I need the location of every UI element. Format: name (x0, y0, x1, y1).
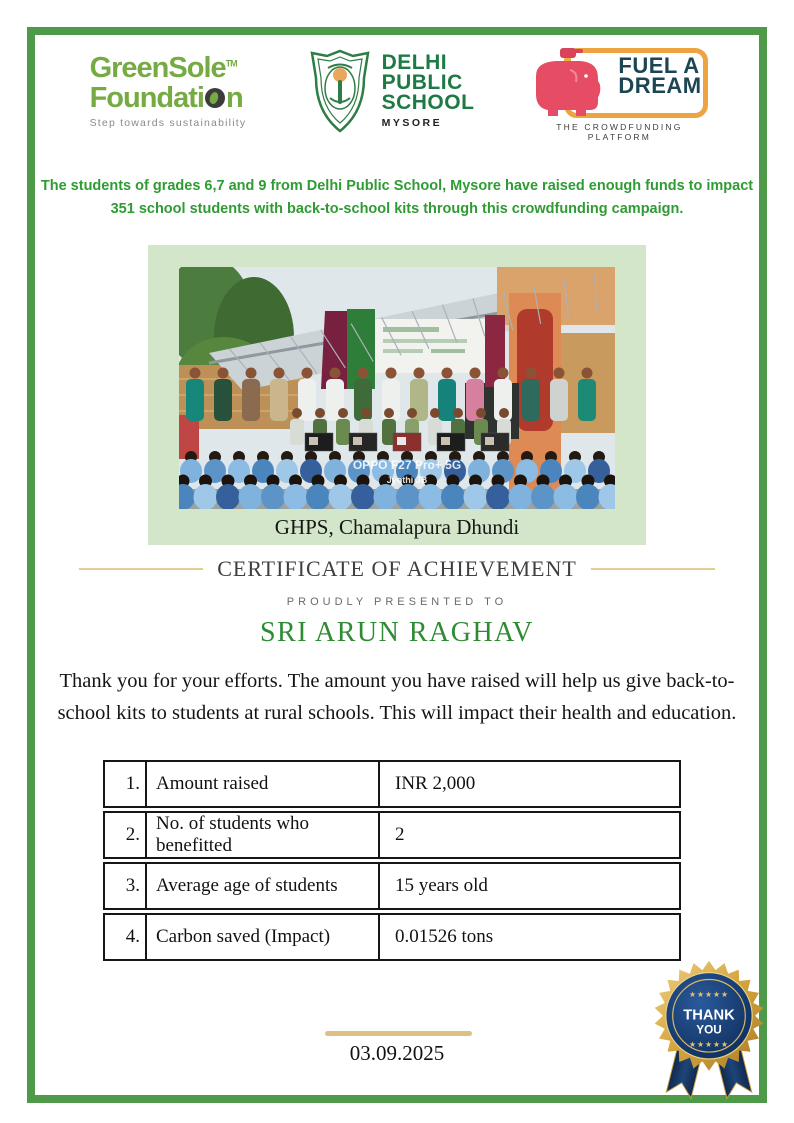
row-number: 1. (105, 762, 147, 806)
fueladream-line2: DREAM (618, 73, 702, 99)
row-value: 0.01526 tons (395, 926, 494, 947)
photo-caption: GHPS, Chamalapura Dhundi (274, 515, 520, 539)
elephant-icon (522, 46, 614, 120)
table-row (103, 811, 681, 859)
dps-text (382, 53, 475, 113)
thank-you-badge (645, 954, 773, 1106)
badge-stars-bottom: ★★★★★ (689, 1040, 729, 1050)
dps-city: MYSORE (381, 116, 443, 129)
table-row (103, 862, 681, 910)
foundation-text-a: Foundati (89, 81, 204, 114)
fueladream-wordmark (618, 53, 702, 99)
foundation-text-b: n (226, 81, 243, 114)
intro-line2: 351 school students with back-to-school kits through this crowdfunding campaign. (110, 201, 684, 218)
dps-shield-icon (308, 48, 372, 134)
intro-line1: The students of grades 6,7 and 9 from Delhi Public School, Mysore have raised enough funds to impact (40, 178, 754, 194)
row-number: 2. (105, 813, 147, 857)
dps-line2: PUBLIC (381, 71, 463, 95)
table-row (103, 913, 681, 961)
certificate-date: 03.09.2025 (349, 1041, 445, 1065)
badge-you: YOU (696, 1023, 722, 1037)
photo-frame (148, 245, 646, 545)
dps-logo (308, 48, 475, 134)
row-value: INR 2,000 (395, 773, 476, 794)
presented-label: PROUDLY PRESENTED TO (286, 596, 508, 608)
fueladream-line1: FUEL A (618, 53, 700, 78)
row-number: 4. (105, 915, 147, 959)
footprint-globe-icon (205, 88, 225, 108)
row-label: Amount raised (147, 762, 380, 806)
greensole-foundation-logo (89, 51, 260, 129)
dps-line3: SCHOOL (381, 90, 475, 114)
foundation-wordmark (89, 81, 260, 114)
dps-wordmark (382, 53, 475, 129)
row-label: No. of students who benefitted (147, 813, 380, 857)
message-line1: Thank you for your efforts. The amount you have raised will help us give back-to- (59, 670, 735, 692)
badge-stars-top: ★★★★★ (689, 990, 729, 1000)
certificate-title: CERTIFICATE OF ACHIEVEMENT (217, 556, 577, 581)
fueladream-tagline: THE CROWDFUNDING PLATFORM (556, 122, 683, 142)
title-right-line (591, 568, 715, 570)
row-label: Carbon saved (Impact) (147, 915, 380, 959)
badge-thank: THANK (683, 1007, 735, 1024)
group-photo (179, 267, 615, 509)
photo-watermark-line2: Jyothi JB (386, 475, 428, 485)
greensole-tagline: Step towards sustainability (89, 116, 247, 129)
row-number: 3. (105, 864, 147, 908)
logos-row (0, 46, 794, 142)
dps-line1: DELHI (381, 51, 448, 75)
greensole-tm: TM (225, 58, 237, 69)
title-left-line (79, 568, 203, 570)
fueladream-logo (522, 46, 704, 142)
photo-watermark-line1: OPPO F27 Pro+ 5G (352, 458, 462, 472)
row-value: 2 (395, 824, 405, 845)
certificate-title-row (0, 556, 794, 582)
greensole-wordmark (89, 51, 260, 84)
date-divider-line (325, 1031, 472, 1036)
intro-statement (0, 175, 794, 221)
impact-table (103, 760, 681, 964)
greensole-name: GreenSole (89, 51, 226, 84)
message-line2: school kits to students at rural schools. This will impact their health and education. (57, 701, 737, 724)
recipient-name: SRI ARUN RAGHAV (259, 617, 535, 648)
thank-you-message (0, 666, 794, 730)
row-label: Average age of students (147, 864, 380, 908)
group-photo-scene (179, 267, 615, 509)
thank-you-rosette-icon (645, 954, 773, 1106)
table-row (103, 760, 681, 808)
row-value: 15 years old (395, 875, 488, 896)
